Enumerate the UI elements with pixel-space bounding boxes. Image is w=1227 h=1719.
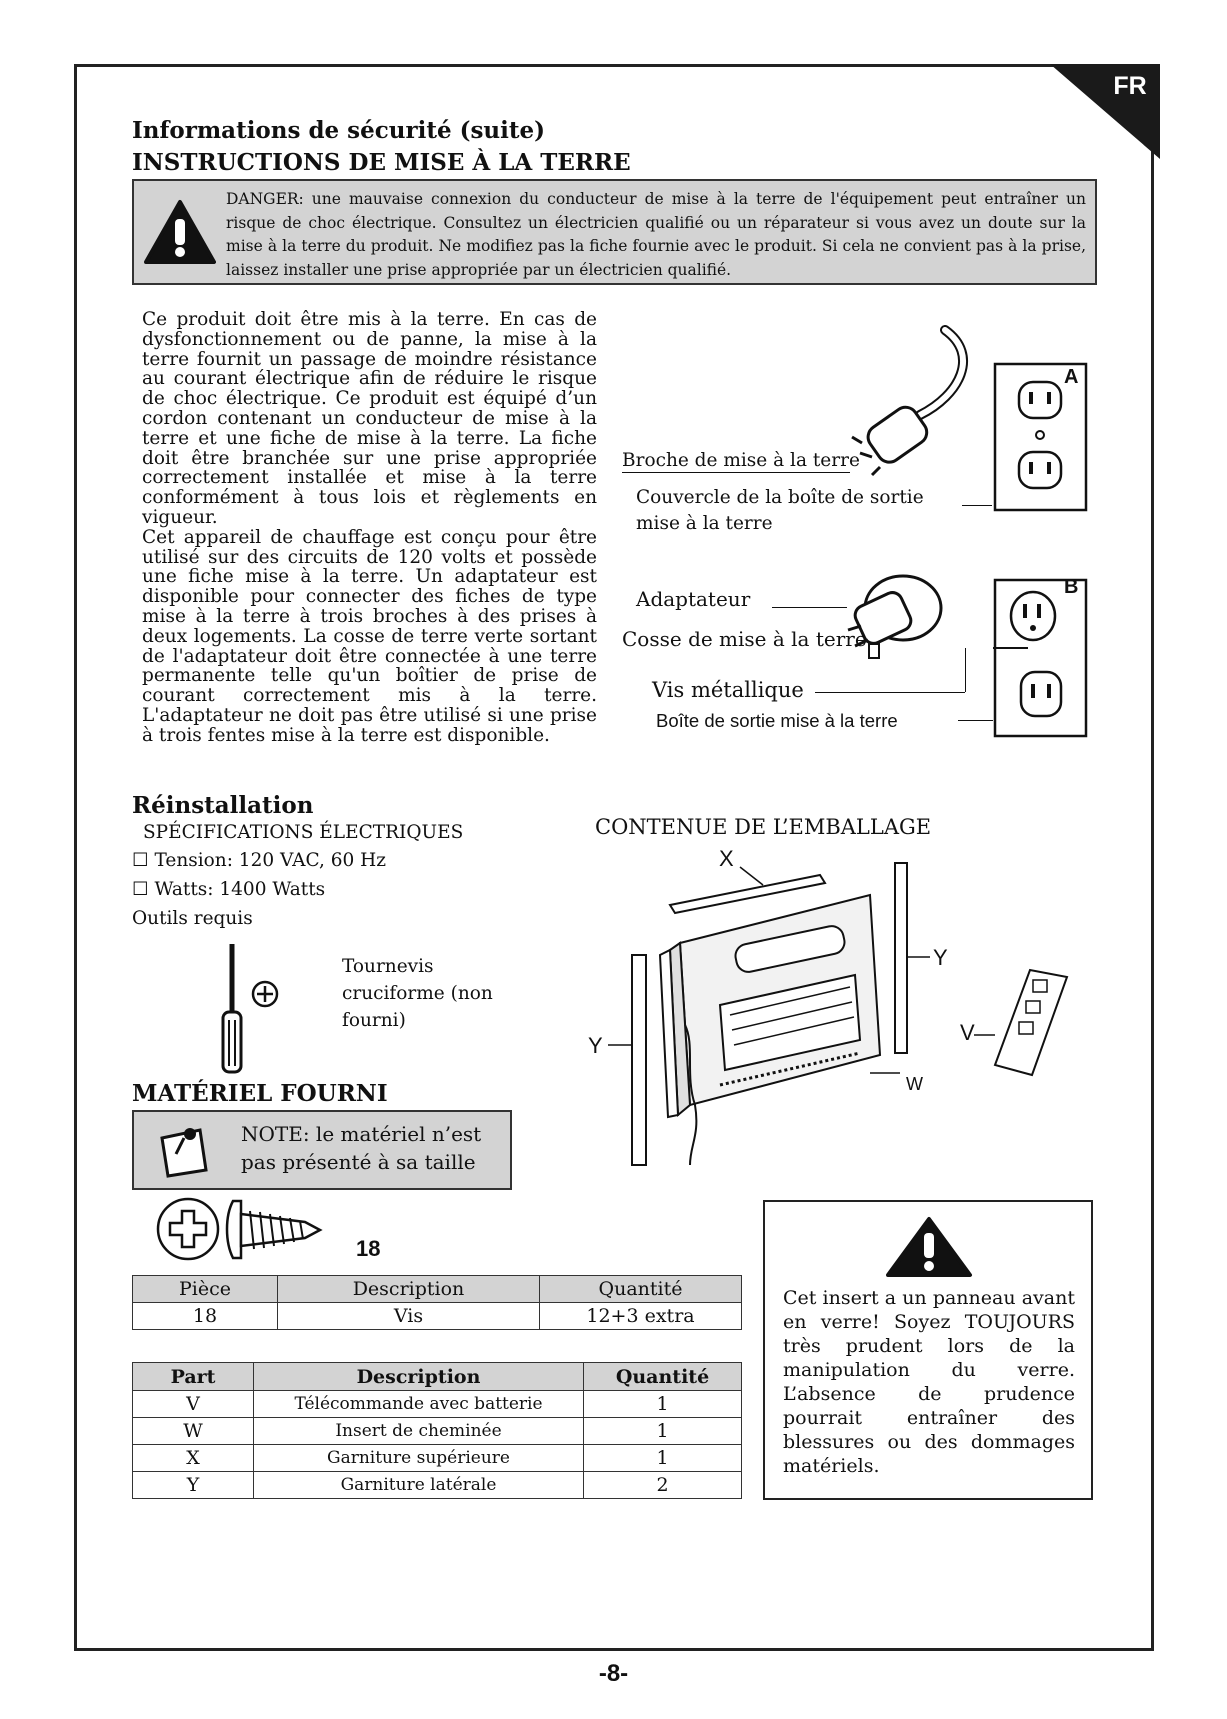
table-cell: Garniture latérale	[254, 1472, 584, 1499]
label-y-left: Y	[588, 1033, 603, 1058]
watts-text: Watts: 1400 Watts	[154, 879, 326, 900]
table-cell: Insert de cheminée	[254, 1418, 584, 1445]
note-box	[132, 1110, 512, 1190]
table-row	[133, 1472, 742, 1499]
table-row	[133, 1445, 742, 1472]
table-header: Part	[133, 1363, 254, 1391]
warning-triangle-icon	[144, 199, 216, 265]
leader-line	[965, 648, 966, 692]
label-outlet-cover-1: Couvercle de la boîte de sortie	[636, 487, 924, 508]
table-cell: 12+3 extra	[540, 1303, 742, 1330]
table-cell: W	[133, 1418, 254, 1445]
label-outlet-cover-2: mise à la terre	[636, 513, 773, 534]
leader-line	[772, 607, 847, 608]
screwdriver-label-1: Tournevis	[342, 956, 434, 977]
table-header-row	[133, 1276, 742, 1303]
diagram-a-letter: A	[1064, 366, 1079, 388]
screw-number: 18	[356, 1236, 381, 1261]
table-header: Description	[254, 1363, 584, 1391]
note-pin-icon	[154, 1120, 214, 1180]
table-header: Pièce	[133, 1276, 278, 1303]
danger-box	[132, 179, 1097, 285]
table-cell: 1	[584, 1418, 742, 1445]
note-line-1: NOTE: le matériel n’est	[241, 1122, 482, 1146]
table-header-row	[133, 1363, 742, 1391]
table-row	[133, 1391, 742, 1418]
glass-warning-text: Cet insert a un panneau avant en verre! Soyez TOUJOURS très prudent lors de la manipulation du verre. L’absence de prudence pourrait entraîner des blessures ou des dommages matériels.	[783, 1287, 1075, 1477]
table-header: Description	[278, 1276, 540, 1303]
label-y-right: Y	[933, 945, 948, 970]
parts-table	[132, 1362, 742, 1499]
label-w: W	[906, 1074, 923, 1094]
label-grounding-lug: Cosse de mise à la terre	[622, 627, 867, 651]
leader-line	[958, 720, 993, 721]
label-x: X	[719, 846, 734, 871]
note-line-2: pas présenté à sa taille	[241, 1150, 476, 1174]
table-cell: X	[133, 1445, 254, 1472]
electrical-spec-title: SPÉCIFICATIONS ÉLECTRIQUES	[143, 822, 464, 843]
table-cell: Y	[133, 1472, 254, 1499]
leader-line	[962, 505, 992, 506]
label-metal-screw: Vis métallique	[652, 678, 804, 702]
table-cell: Garniture supérieure	[254, 1445, 584, 1472]
table-cell: 1	[584, 1391, 742, 1418]
table-cell: V	[133, 1391, 254, 1418]
danger-text: DANGER: une mauvaise connexion du conducteur de mise à la terre de l'équipement peut entraîner un risque de choc électrique. Consultez un électricien qualifié ou un réparateur si vous avez un doute sur la mise à la terre du produit. Ne modifiez pas la fiche fournie avec le produit. Si cela ne convient pas à la prise, laissez installer une prise appropriée par un électricien qualifié.	[226, 190, 1086, 279]
language-corner-badge	[1050, 64, 1160, 159]
section-subtitle: INSTRUCTIONS DE MISE À LA TERRE	[132, 149, 631, 176]
label-grounded-box: Boîte de sortie mise à la terre	[656, 710, 898, 731]
table-cell: Vis	[278, 1303, 540, 1330]
grounding-paragraph-1: Ce produit doit être mis à la terre. En cas de dysfonctionnement ou de panne, la mise à la terre fournit un passage de moindre résistance au courant électrique afin de réduire le risque de choc électrique. Ce produit est équipé d’un cordon contenant un conducteur de mise à la terre et une fiche de mise à la terre. La fiche doit être branchée sur une prise appropriée correctement installée et mise à la terre conformément à tous lois et règlements en vigueur.	[142, 309, 597, 528]
screwdriver-label-2: cruciforme (non	[342, 983, 493, 1004]
screwdriver-label-3: fourni)	[342, 1010, 406, 1031]
reinstall-title: Réinstallation	[132, 792, 314, 819]
grounding-paragraph-2: Cet appareil de chauffage est conçu pour être utilisé sur des circuits de 120 volts et possède une fiche mise à la terre. Un adaptateur est disponible pour connecter des fiches de type mise à la terre à trois broches à des prises à deux logements. La cosse de terre verte sortant de l'adaptateur doit être connectée à une terre permanente telle qu'un boîtier de prise de courant correctement mis à la terre. L'adaptateur ne doit pas être utilisé si une prise à trois fentes mise à la terre est disponible.	[142, 526, 597, 746]
watts-spec	[132, 879, 325, 900]
checkbox-icon: ☐	[132, 879, 155, 900]
adapter-illustration	[843, 568, 948, 668]
diagram-b-letter: B	[1064, 576, 1079, 598]
leader-line	[622, 472, 850, 473]
hardware-title: MATÉRIEL FOURNI	[132, 1080, 388, 1107]
hardware-table	[132, 1275, 742, 1330]
section-title: Informations de sécurité (suite)	[132, 117, 546, 144]
lang-badge-text: FR	[1113, 72, 1147, 100]
grounded-outlet-b	[993, 578, 1088, 738]
table-cell: 18	[133, 1303, 278, 1330]
grounded-plug-illustration	[850, 325, 990, 495]
warning-triangle-icon	[885, 1216, 973, 1278]
voltage-spec	[132, 850, 386, 871]
tools-required: Outils requis	[132, 908, 253, 929]
table-header: Quantité	[540, 1276, 742, 1303]
label-grounding-pin: Broche de mise à la terre	[622, 450, 860, 471]
table-row	[133, 1418, 742, 1445]
checkbox-icon: ☐	[132, 850, 155, 871]
table-cell: 2	[584, 1472, 742, 1499]
table-cell: 1	[584, 1445, 742, 1472]
label-adapter: Adaptateur	[636, 587, 751, 611]
glass-warning-box	[763, 1200, 1093, 1500]
page-number: -8-	[598, 1660, 629, 1687]
screw-icon	[155, 1196, 330, 1266]
table-row	[133, 1303, 742, 1330]
voltage-text: Tension: 120 VAC, 60 Hz	[154, 850, 387, 871]
package-contents-title: CONTENUE DE L’EMBALLAGE	[595, 815, 932, 839]
screwdriver-icon	[215, 942, 285, 1077]
leader-line	[815, 692, 965, 693]
fireplace-insert-illustration	[580, 845, 1080, 1175]
label-v: V	[960, 1020, 975, 1045]
table-cell: Télécommande avec batterie	[254, 1391, 584, 1418]
grounding-body-text	[142, 310, 597, 746]
table-header: Quantité	[584, 1363, 742, 1391]
